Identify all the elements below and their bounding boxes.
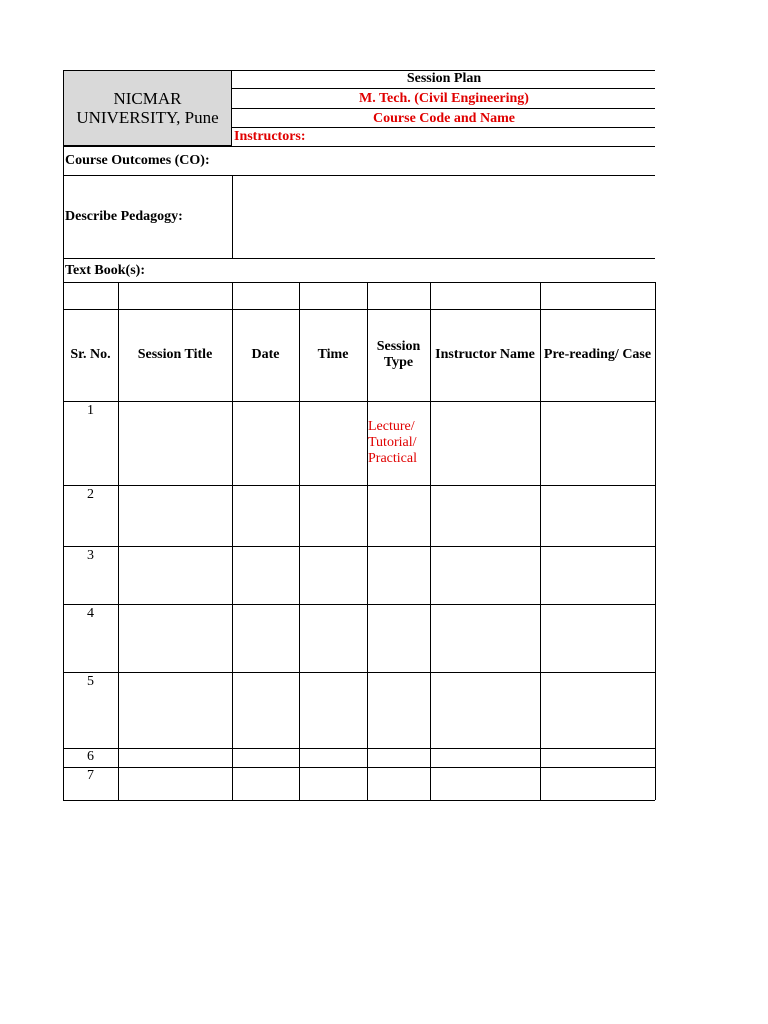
- org-name-line2: UNIVERSITY, Pune: [76, 108, 219, 127]
- session-type-hint: [368, 419, 430, 467]
- session-plan-title: Session Plan: [406, 71, 482, 86]
- col-header-session-type: Session Type: [376, 339, 421, 370]
- row-sr-no: 5: [87, 674, 94, 689]
- row-sr-no: 4: [87, 606, 94, 621]
- row-sr-no: 3: [87, 548, 94, 563]
- instructors-label: Instructors:: [234, 129, 306, 144]
- row-sr-no: 7: [87, 768, 94, 783]
- col-header-session-title: Session Title: [137, 347, 213, 362]
- session-type-lecture: Lecture/: [368, 419, 415, 434]
- col-header-time: Time: [317, 347, 349, 362]
- row-sr-no: 1: [87, 403, 94, 418]
- org-name-line1: NICMAR: [113, 89, 182, 108]
- row-sr-no: 2: [87, 487, 94, 502]
- col-header-pre-reading: Pre-reading/ Case: [543, 347, 652, 362]
- row-sr-no: 6: [87, 749, 94, 764]
- course-outcomes-label: Course Outcomes (CO):: [65, 153, 210, 168]
- course-code-name: Course Code and Name: [373, 111, 515, 126]
- pedagogy-label: Describe Pedagogy:: [65, 209, 183, 224]
- col-header-date: Date: [251, 347, 280, 362]
- org-name-cell: [63, 70, 232, 146]
- session-type-tutorial: Tutorial/: [368, 435, 417, 450]
- col-header-sr-no: Sr. No.: [70, 347, 111, 362]
- col-header-instructor-name: Instructor Name: [435, 347, 535, 362]
- text-books-label: Text Book(s):: [65, 263, 145, 278]
- session-type-practical: Practical: [368, 451, 417, 466]
- program-name: M. Tech. (Civil Engineering): [359, 91, 529, 106]
